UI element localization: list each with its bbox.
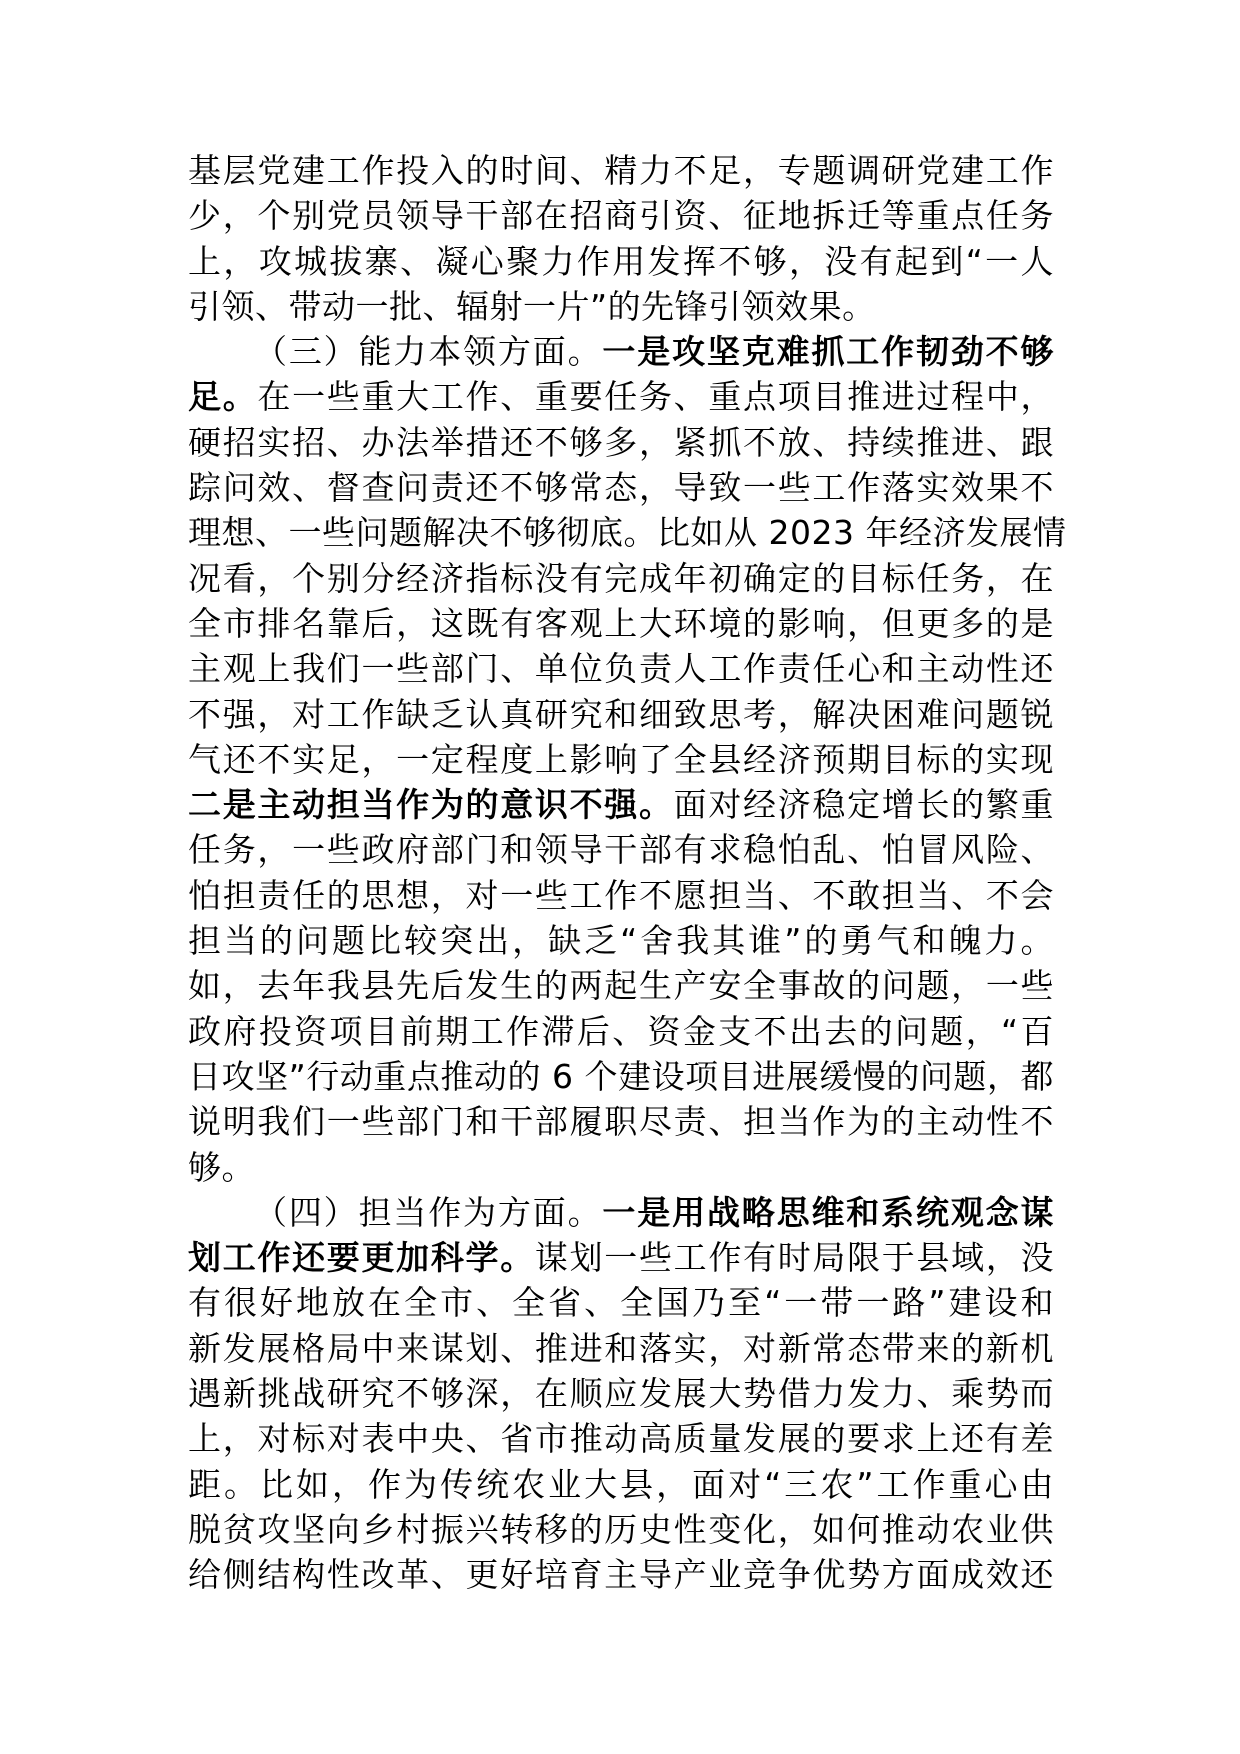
text-line — [188, 193, 1054, 238]
text-line — [188, 1507, 1054, 1552]
text-run: 上，对标对表中央、省市推动高质量发展的要求上还有差 — [188, 1419, 1054, 1459]
text-run: 硬招实招、办法举措还不够多，紧抓不放、持续推进、跟 — [188, 422, 1054, 462]
text-run: 上，攻城拔寨、凝心聚力作用发挥不够，没有起到“一人 — [188, 241, 1054, 281]
text-line — [188, 1145, 1054, 1190]
text-line — [188, 284, 1054, 329]
text-run: 脱贫攻坚向乡村振兴转移的历史性变化，如何推动农业供 — [188, 1509, 1054, 1549]
text-line — [188, 827, 1054, 872]
text-line — [188, 873, 1054, 918]
text-run: 日攻坚”行动重点推动的 6 个建设项目进展缓慢的问题，都 — [188, 1056, 1054, 1096]
text-line — [188, 646, 1054, 691]
text-run: 怕担责任的思想，对一些工作不愿担当、不敢担当、不会 — [188, 875, 1054, 915]
text-line — [188, 374, 1054, 419]
text-line — [188, 510, 1067, 555]
section-heading: （三）能力本领方面。 — [254, 332, 603, 372]
text-run: 理想、一些问题解决不够彻底。比如从 2023 年经济发展情 — [188, 513, 1067, 553]
bold-point: 一是攻坚克难抓工作韧劲不够 — [602, 332, 1055, 372]
text-run: 距。比如，作为传统农业大县，面对“三农”工作重心由 — [188, 1464, 1054, 1504]
text-line — [188, 1462, 1054, 1507]
text-run: 基层党建工作投入的时间、精力不足，专题调研党建工作 — [188, 151, 1054, 190]
text-line — [188, 1235, 1054, 1280]
text-run: 全市排名靠后，这既有客观上大环境的影响，但更多的是 — [188, 603, 1054, 643]
text-run: 不强，对工作缺乏认真研究和细致思考，解决困难问题锐 — [188, 694, 1054, 734]
section-heading: （四）担当作为方面。 — [254, 1192, 603, 1232]
text-line — [188, 1009, 1054, 1054]
text-run: 面对经济稳定增长的繁重 — [673, 785, 1054, 825]
text-run: 新发展格局中来谋划、推进和落实，对新常态带来的新机 — [188, 1328, 1054, 1368]
text-run: 气还不实足，一定程度上影响了全县经济预期目标的实现 — [188, 739, 1054, 779]
text-run: 踪问效、督查问责还不够常态，导致一些工作落实效果不 — [188, 468, 1054, 508]
text-line — [188, 1416, 1054, 1461]
text-run: 说明我们一些部门和干部履职尽责、担当作为的主动性不 — [188, 1102, 1054, 1142]
text-line — [188, 420, 1054, 465]
text-run: 给侧结构性改革、更好培育主导产业竞争优势方面成效还 — [188, 1555, 1054, 1595]
text-run: 谋划一些工作有时局限于县域，没 — [534, 1238, 1054, 1278]
text-line — [188, 782, 1054, 827]
text-run: 况看，个别分经济指标没有完成年初确定的目标任务，在 — [188, 558, 1054, 598]
text-run: 在一些重大工作、重要任务、重点项目推进过程中， — [257, 377, 1054, 417]
text-line — [188, 1552, 1054, 1597]
text-line — [188, 1054, 1054, 1099]
text-run: 政府投资项目前期工作滞后、资金支不出去的问题，“百 — [188, 1011, 1054, 1051]
text-line — [188, 601, 1054, 646]
text-line — [188, 1371, 1054, 1416]
text-line — [188, 239, 1054, 284]
text-run: 有很好地放在全市、全省、全国乃至“一带一路”建设和 — [188, 1283, 1054, 1323]
text-run: 主观上我们一些部门、单位负责人工作责任心和主动性还 — [188, 649, 1054, 689]
section-heading-line — [188, 1190, 1054, 1235]
text-run: 担当的问题比较突出，缺乏“舍我其谁”的勇气和魄力。 — [188, 921, 1054, 961]
bold-point: 一是用战略思维和系统观念谋 — [602, 1192, 1055, 1232]
text-run: 如，去年我县先后发生的两起生产安全事故的问题，一些 — [188, 966, 1054, 1006]
text-run: 少，个别党员领导干部在招商引资、征地拆迁等重点任务 — [188, 196, 1054, 236]
bold-point: 二是主动担当作为的意识不强。 — [188, 785, 674, 825]
bold-point: 足。 — [188, 377, 258, 417]
section-heading-line — [188, 329, 1054, 374]
text-line — [188, 737, 1054, 782]
text-run: 遇新挑战研究不够深，在顺应发展大势借力发力、乘势而 — [188, 1374, 1054, 1414]
text-line — [188, 963, 1054, 1008]
text-line — [188, 1326, 1054, 1371]
text-line — [188, 1099, 1054, 1144]
document-page — [188, 148, 1067, 1598]
text-line — [188, 918, 1054, 963]
text-line — [188, 1280, 1054, 1325]
text-line — [188, 556, 1054, 601]
text-run: 任务，一些政府部门和领导干部有求稳怕乱、怕冒风险、 — [188, 830, 1054, 870]
bold-point: 划工作还要更加科学。 — [188, 1238, 535, 1278]
text-line — [188, 148, 1054, 193]
text-line — [188, 692, 1054, 737]
text-line — [188, 465, 1054, 510]
text-run: 引领、带动一批、辐射一片”的先锋引领效果。 — [188, 286, 876, 326]
text-run: 够。 — [188, 1147, 255, 1187]
